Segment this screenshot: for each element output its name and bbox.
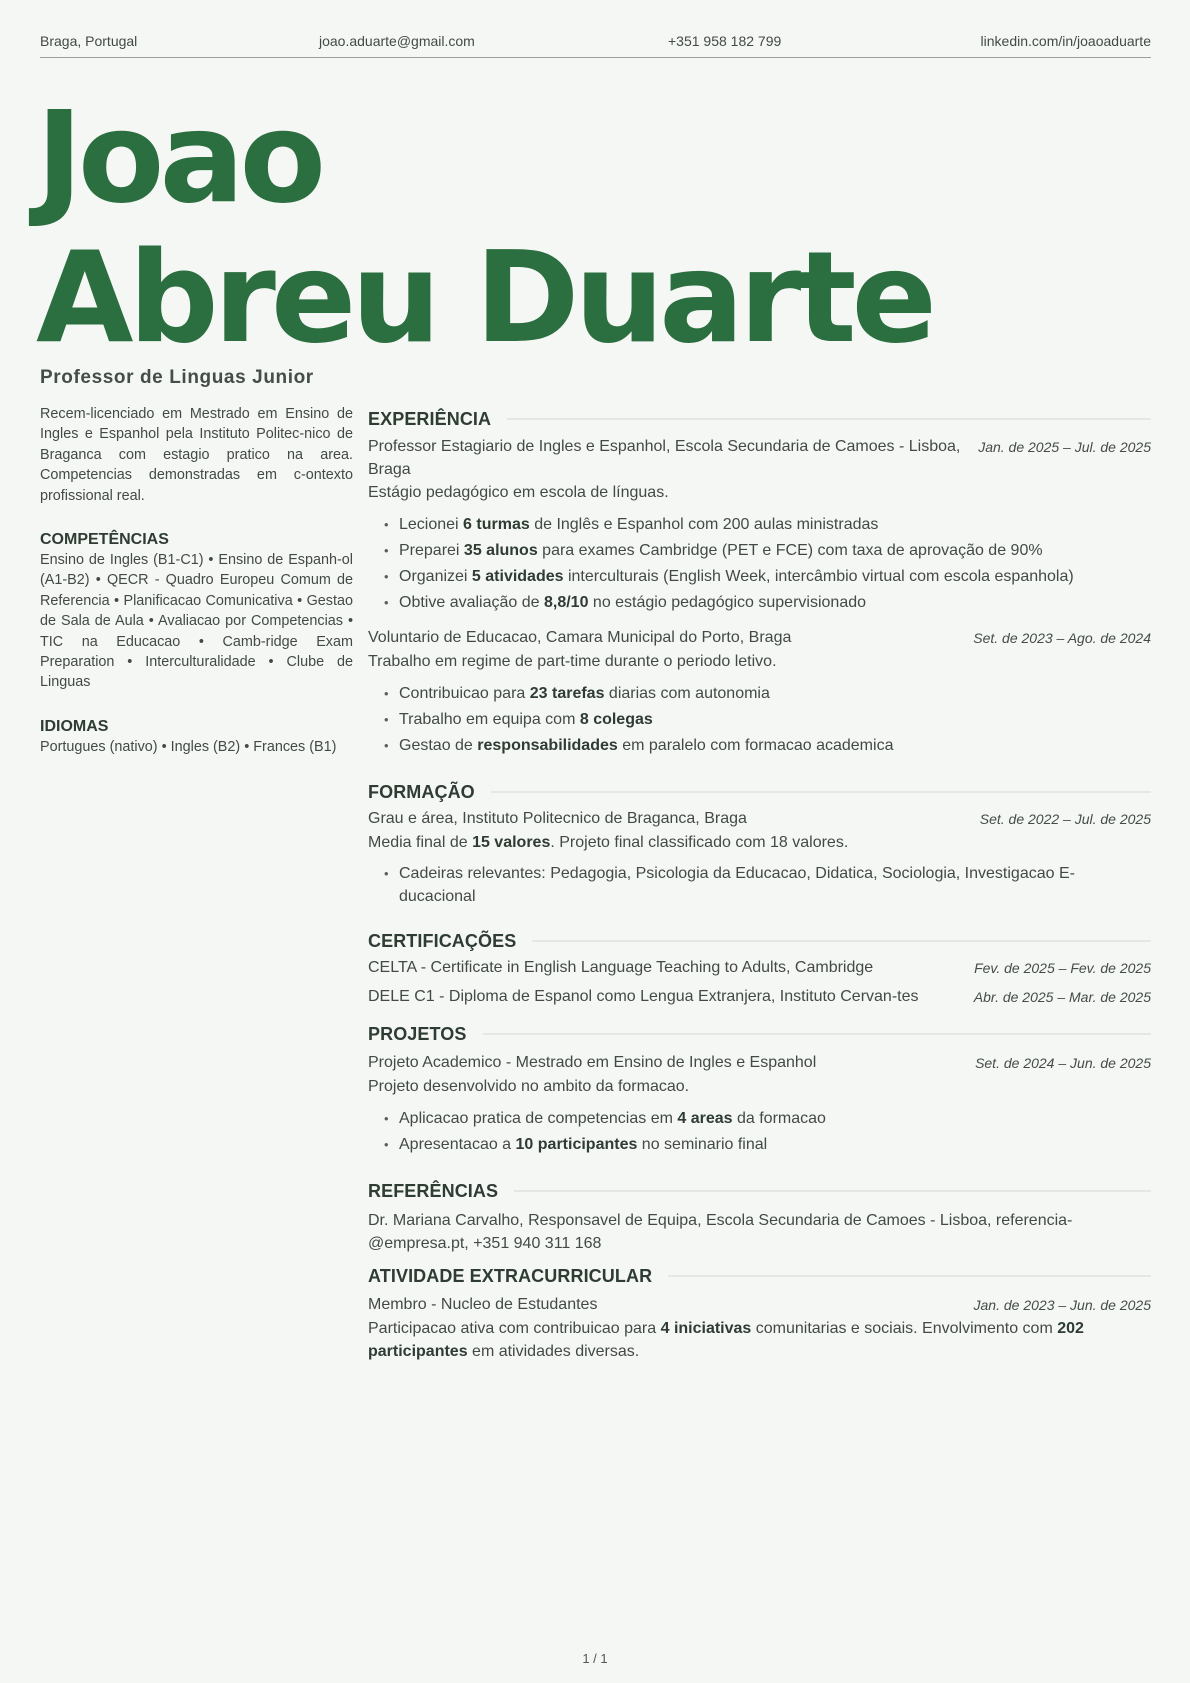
entry-description: Media final de 15 valores. Projeto final classificado com 18 valores. [368, 834, 849, 851]
bullet-item: • Gestao de responsabilidades em paralelo com formacao academica [398, 733, 1151, 759]
section-projects-header [368, 1019, 1151, 1049]
section-title: FORMAÇÃO [368, 781, 475, 802]
education-entry [368, 807, 1151, 908]
bullet-item: • Contribuicao para 23 tarefas diarias com autonomia [398, 681, 1151, 707]
section-education-header [368, 777, 1151, 807]
divider [483, 1033, 1152, 1035]
section-experience-header [368, 404, 1151, 434]
entry-date: Jan. de 2025 – Jul. de 2025 [978, 439, 1151, 455]
extracurricular-entry [368, 1293, 1151, 1363]
entry-bullets [368, 681, 1151, 759]
entry-date: Set. de 2023 – Ago. de 2024 [973, 630, 1151, 646]
divider [668, 1275, 1151, 1277]
experience-entry [368, 626, 1151, 759]
entry-title: DELE C1 - Diploma de Espanol como Lengua Extranjera, Instituto Cervan-tes [368, 988, 919, 1005]
main-content [368, 404, 1151, 1363]
entry-title: Membro - Nucleo de Estudantes [368, 1296, 598, 1313]
section-title: EXPERIÊNCIA [368, 408, 492, 429]
candidate-name [36, 84, 933, 371]
skills-heading: COMPETÊNCIAS [40, 531, 169, 549]
summary: Recem-licenciado em Mestrado em Ensino de Ingles e Espanhol pela Instituto Politec-nico de Braganca com estagio pratico na area. Competencias demonstradas em c-ontexto profissional real. [40, 406, 353, 504]
contact-location: Braga, Portugal [40, 33, 138, 49]
project-entry [368, 1051, 1151, 1158]
entry-title: Voluntario de Educacao, Camara Municipal do Porto, Braga [368, 629, 792, 646]
section-certifications-header [368, 926, 1151, 956]
section-title: REFERÊNCIAS [368, 1180, 499, 1201]
divider [491, 791, 1151, 793]
bullet-item: • Preparei 35 alunos para exames Cambridge (PET e FCE) com taxa de aprovação de 90% [398, 538, 1151, 564]
entry-date: Set. de 2022 – Jul. de 2025 [979, 811, 1151, 827]
contact-bar [40, 30, 1151, 58]
entry-date: Fev. de 2025 – Fev. de 2025 [974, 960, 1151, 976]
languages-list: Portugues (nativo) • Ingles (B2) • Frances (B1) [40, 738, 337, 755]
sidebar [40, 404, 353, 757]
experience-entry [368, 435, 1151, 616]
section-references-header [368, 1176, 1151, 1206]
job-title: Professor de Linguas Junior [40, 367, 314, 388]
entry-description: Participacao ativa com contribuicao para 4 iniciativas comunitarias e sociais. Envolvimento com 202 participantes em atividades diversas. [368, 1320, 1084, 1360]
entry-title: Grau e área, Instituto Politecnico de Braganca, Braga [368, 810, 747, 827]
reference-text: Dr. Mariana Carvalho, Responsavel de Equipa, Escola Secundaria de Camoes - Lisboa, referencia-@empresa.pt, +351 940 311 168 [368, 1212, 1073, 1252]
bullet-item: • Trabalho em equipa com 8 colegas [398, 707, 1151, 733]
entry-description: Estágio pedagógico em escola de línguas. [368, 484, 669, 501]
certification-entry [368, 985, 1151, 1009]
entry-bullets [368, 862, 1151, 908]
entry-bullets [368, 1106, 1151, 1158]
skills-list: Ensino de Ingles (B1-C1) • Ensino de Espanh-ol (A1-B2) • QECR - Quadro Europeu Comum de Referencia • Planificacao Comunicativa • Gestao de Sala de Aula • Avaliacao por Competencias • TIC na Educacao • Camb-ridge Exam Preparation • Interculturalidade • Clube de Linguas [40, 552, 353, 691]
entry-description: Projeto desenvolvido no ambito da formacao. [368, 1078, 690, 1095]
languages-heading: IDIOMAS [40, 717, 109, 735]
entry-date: Set. de 2024 – Jun. de 2025 [975, 1055, 1151, 1071]
entry-bullets [368, 512, 1151, 616]
bullet-item: • Obtive avaliação de 8,8/10 no estágio pedagógico supervisionado [398, 590, 1151, 616]
entry-title: Professor Estagiario de Ingles e Espanhol, Escola Secundaria de Camoes - Lisboa, Braga [368, 438, 961, 478]
bullet-item: • Organizei 5 atividades interculturais (English Week, intercâmbio virtual com escola espanhola) [398, 564, 1151, 590]
entry-date: Jan. de 2023 – Jun. de 2025 [973, 1297, 1151, 1313]
entry-date: Abr. de 2025 – Mar. de 2025 [973, 989, 1151, 1005]
bullet-item: • Aplicacao pratica de competencias em 4 areas da formacao [398, 1106, 1151, 1132]
contact-linkedin[interactable]: linkedin.com/in/joaoaduarte [980, 33, 1151, 49]
contact-email[interactable]: joao.aduarte@gmail.com [319, 33, 475, 49]
bullet-item: • Apresentacao a 10 participantes no seminario final [398, 1132, 1151, 1158]
certification-entry [368, 956, 1151, 980]
section-extracurricular-header [368, 1261, 1151, 1291]
name-last: Abreu Duarte [36, 224, 933, 371]
entry-description: Trabalho em regime de part-time durante o periodo letivo. [368, 653, 777, 670]
divider [507, 418, 1151, 420]
section-title: ATIVIDADE EXTRACURRICULAR [368, 1265, 653, 1286]
divider [514, 1190, 1151, 1192]
name-first: Joao [36, 84, 322, 231]
page-number: 1 / 1 [582, 1651, 608, 1666]
section-title: CERTIFICAÇÕES [368, 930, 517, 951]
section-title: PROJETOS [368, 1023, 467, 1044]
bullet-item: • Cadeiras relevantes: Pedagogia, Psicologia da Educacao, Didatica, Sociologia, Investigacao E-ducacional [398, 862, 1151, 908]
entry-title: Projeto Academico - Mestrado em Ensino de Ingles e Espanhol [368, 1054, 817, 1071]
entry-title: CELTA - Certificate in English Language Teaching to Adults, Cambridge [368, 959, 874, 976]
divider [532, 940, 1151, 942]
bullet-item: • Lecionei 6 turmas de Inglês e Espanhol com 200 aulas ministradas [398, 512, 1151, 538]
contact-phone: +351 958 182 799 [668, 33, 782, 49]
